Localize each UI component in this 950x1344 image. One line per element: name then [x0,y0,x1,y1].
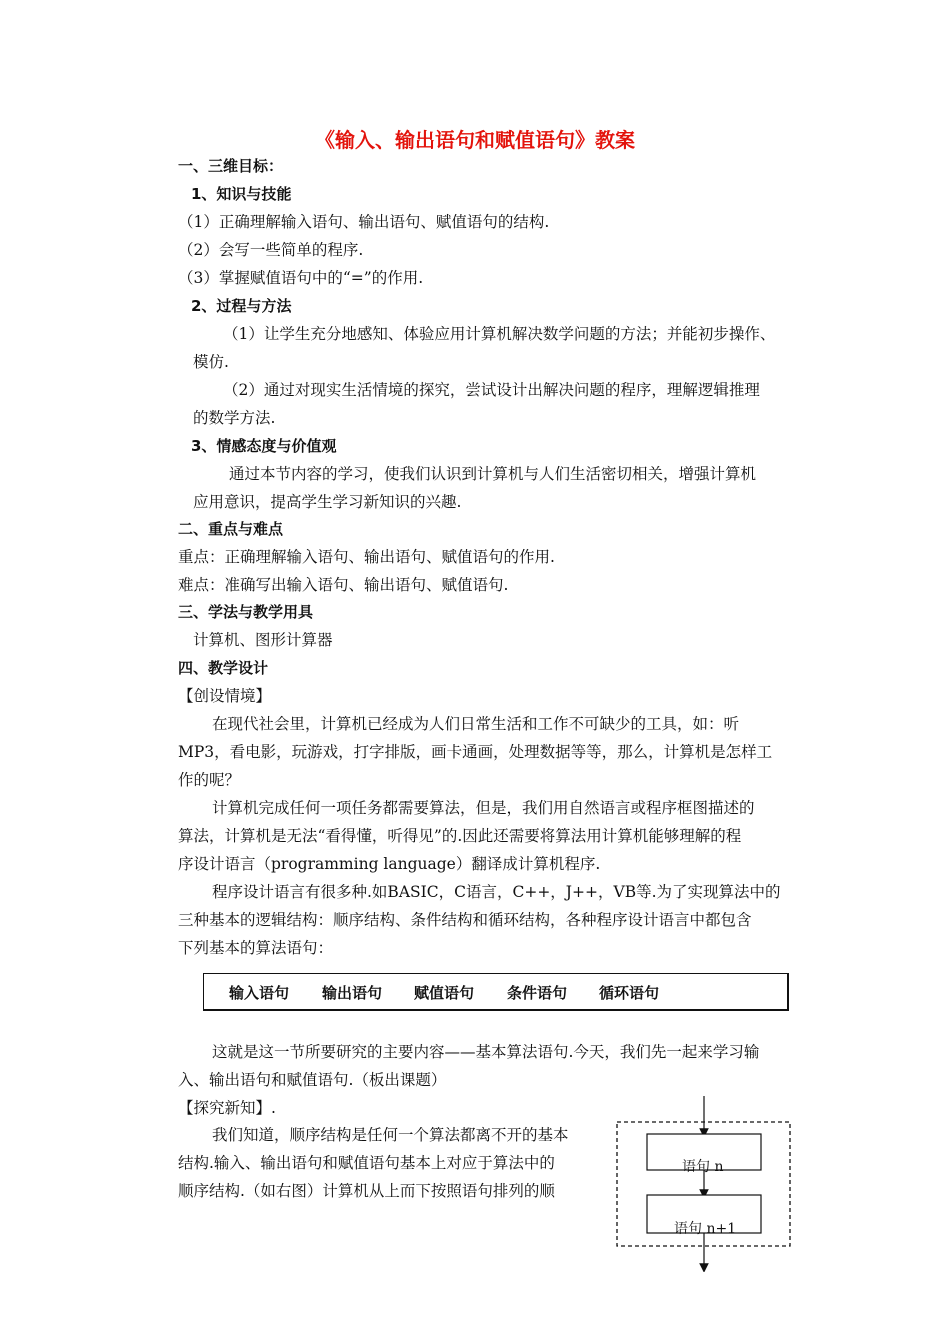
statement-loop: 循环语句 [599,984,660,1002]
paragraph-line: 算法，计算机是无法“看得懂，听得见”的.因此还需要将算法用计算机能够理解的程 [178,827,742,845]
explore-heading: 【探究新知】. [178,1099,276,1117]
scene-heading: 【创设情境】 [178,687,272,705]
paragraph-line: 在现代社会里，计算机已经成为人们日常生活和工作不可缺少的工具，如：听 [212,715,740,733]
paragraph-line: 作的呢？ [178,771,241,789]
paragraph-line: 模仿. [193,353,229,371]
paragraph-line: MP3，看电影，玩游戏，打字排版，画卡通画，处理数据等等，那么，计算机是怎样工 [178,743,773,761]
tools-text: 计算机、图形计算器 [193,631,333,649]
paragraph-line: 顺序结构.（如右图）计算机从上而下按照语句排列的顺 [178,1182,555,1200]
subheading-attitude: 3、情感态度与价值观 [191,437,337,455]
paragraph-line: 通过本节内容的学习，使我们认识到计算机与人们生活密切相关，增强计算机 [229,465,757,483]
difficult-point: 难点：准确写出输入语句、输出语句、赋值语句. [178,576,509,594]
sequence-flow-diagram [612,1092,798,1272]
paragraph-line: 计算机完成任何一项任务都需要算法，但是，我们用自然语言或程序框图描述的 [212,799,755,817]
paragraph-line: （2）通过对现实生活情境的探究，尝试设计出解决问题的程序，理解逻辑推理 [223,381,760,399]
knowledge-item: （3）掌握赋值语句中的“=”的作用. [178,269,424,287]
document-title: 《输入、输出语句和赋值语句》教案 [315,128,635,152]
subheading-process: 2、过程与方法 [191,297,292,315]
paragraph-line: 下列基本的算法语句： [178,939,334,957]
key-point: 重点：正确理解输入语句、输出语句、赋值语句的作用. [178,548,555,566]
heading-objectives: 一、三维目标： [178,157,284,175]
statement-output: 输出语句 [322,984,383,1002]
heading-key-points: 二、重点与难点 [178,520,284,538]
heading-methods-tools: 三、学法与教学用具 [178,603,314,621]
paragraph-line: 这就是这一节所要研究的主要内容——基本算法语句.今天，我们先一起来学习输 [212,1043,760,1061]
knowledge-item: （1）正确理解输入语句、输出语句、赋值语句的结构. [178,213,550,231]
flow-label-n-plus-1: 语句 n+1 [674,1221,737,1237]
heading-teaching-design: 四、教学设计 [178,659,269,677]
paragraph-line: 结构.输入、输出语句和赋值语句基本上对应于算法中的 [178,1154,555,1172]
statement-conditional: 条件语句 [507,984,568,1002]
paragraph-line: （1）让学生充分地感知、体验应用计算机解决数学问题的方法；并能初步操作、 [223,325,776,343]
paragraph-line: 应用意识，提高学生学习新知识的兴趣. [193,493,462,511]
paragraph-line: 我们知道，顺序结构是任何一个算法都离不开的基本 [212,1126,569,1144]
paragraph-line: 程序设计语言有很多种.如BASIC，C语言，C++，J++，VB等.为了实现算法中的 [212,883,781,901]
statement-input: 输入语句 [229,984,290,1002]
paragraph-line: 三种基本的逻辑结构：顺序结构、条件结构和循环结构，各种程序设计语言中都包含 [178,911,752,929]
paragraph-line: 序设计语言（programming language）翻译成计算机程序. [178,855,601,873]
paragraph-line: 入、输出语句和赋值语句.（板出课题） [178,1071,447,1089]
statement-assignment: 赋值语句 [414,984,475,1002]
knowledge-item: （2）会写一些简单的程序. [178,241,364,259]
flow-label-n: 语句 n [682,1159,724,1175]
subheading-knowledge: 1、知识与技能 [191,185,292,203]
flow-diagram-graphics [612,1092,798,1272]
statements-box [203,973,789,1011]
paragraph-line: 的数学方法. [193,409,276,427]
